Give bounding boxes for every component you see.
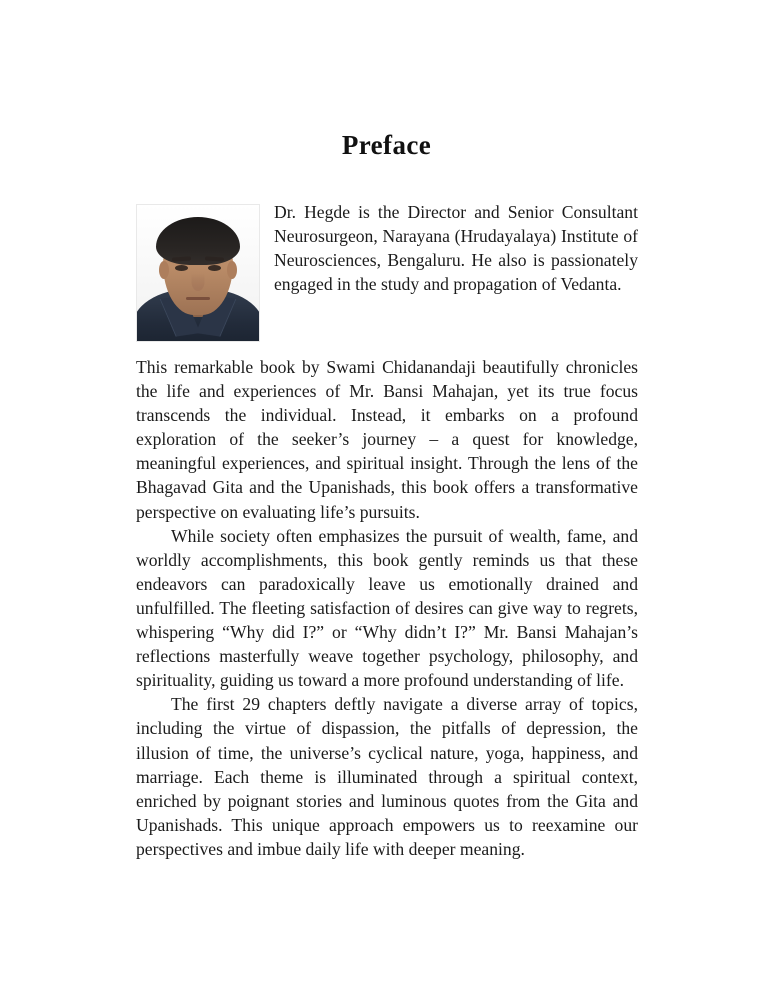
body-paragraph: The first 29 chapters deftly navigate a diverse array of topics, including the virtue of dispassion, the pitfalls of depression, the illusion of time, the universe’s cyclical nature, yoga, happiness, and marriage. Each theme is illuminated through a spiritual context, enriched by poignant stories and luminous quotes from the Gita and Upanishads. This unique approach empowers us to reexamine our perspectives and imbue daily life with deeper meaning. [136,694,638,859]
portrait-eye-right [208,265,221,271]
portrait-ear-right [227,261,237,279]
author-bio-text: Dr. Hegde is the Director and Senior Consultant Neurosurgeon, Narayana (Hrudayalaya) Institute of Neurosciences, Bengaluru. He also is passionately engaged in the study and propagation of Vedanta. [274,202,638,295]
preface-body [136,355,638,861]
page-content [136,200,638,861]
body-paragraph: This remarkable book by Swami Chidanandaji beautifully chronicles the life and experiences of Mr. Bansi Mahajan, yet its true focus transcends the individual. Instead, it embarks on a profound exploration of the seeker’s journey – a quest for knowledge, meaningful experiences, and spiritual insight. Through the lens of the Bhagavad Gita and the Upanishads, this book offers a transformative perspective on evaluating life’s pursuits. [136,357,638,522]
portrait-eye-left [175,265,188,271]
page-title: Preface [341,130,432,161]
portrait-nose [192,273,205,291]
author-bio-block [136,200,638,346]
author-portrait-photo [136,204,260,342]
portrait-mouth [186,297,210,300]
portrait-ear-left [159,261,169,279]
body-paragraph: While society often emphasizes the pursuit of wealth, fame, and worldly accomplishments, this book gently reminds us that these endeavors can paradoxically leave us emotionally drained and unfulfilled. The fleeting satisfaction of desires can give way to regrets, whispering “Why did I?” or “Why didn’t I?” Mr. Bansi Mahajan’s reflections masterfully weave together psychology, philosophy, and spirituality, guiding us toward a more profound understanding of life. [136,525,638,691]
